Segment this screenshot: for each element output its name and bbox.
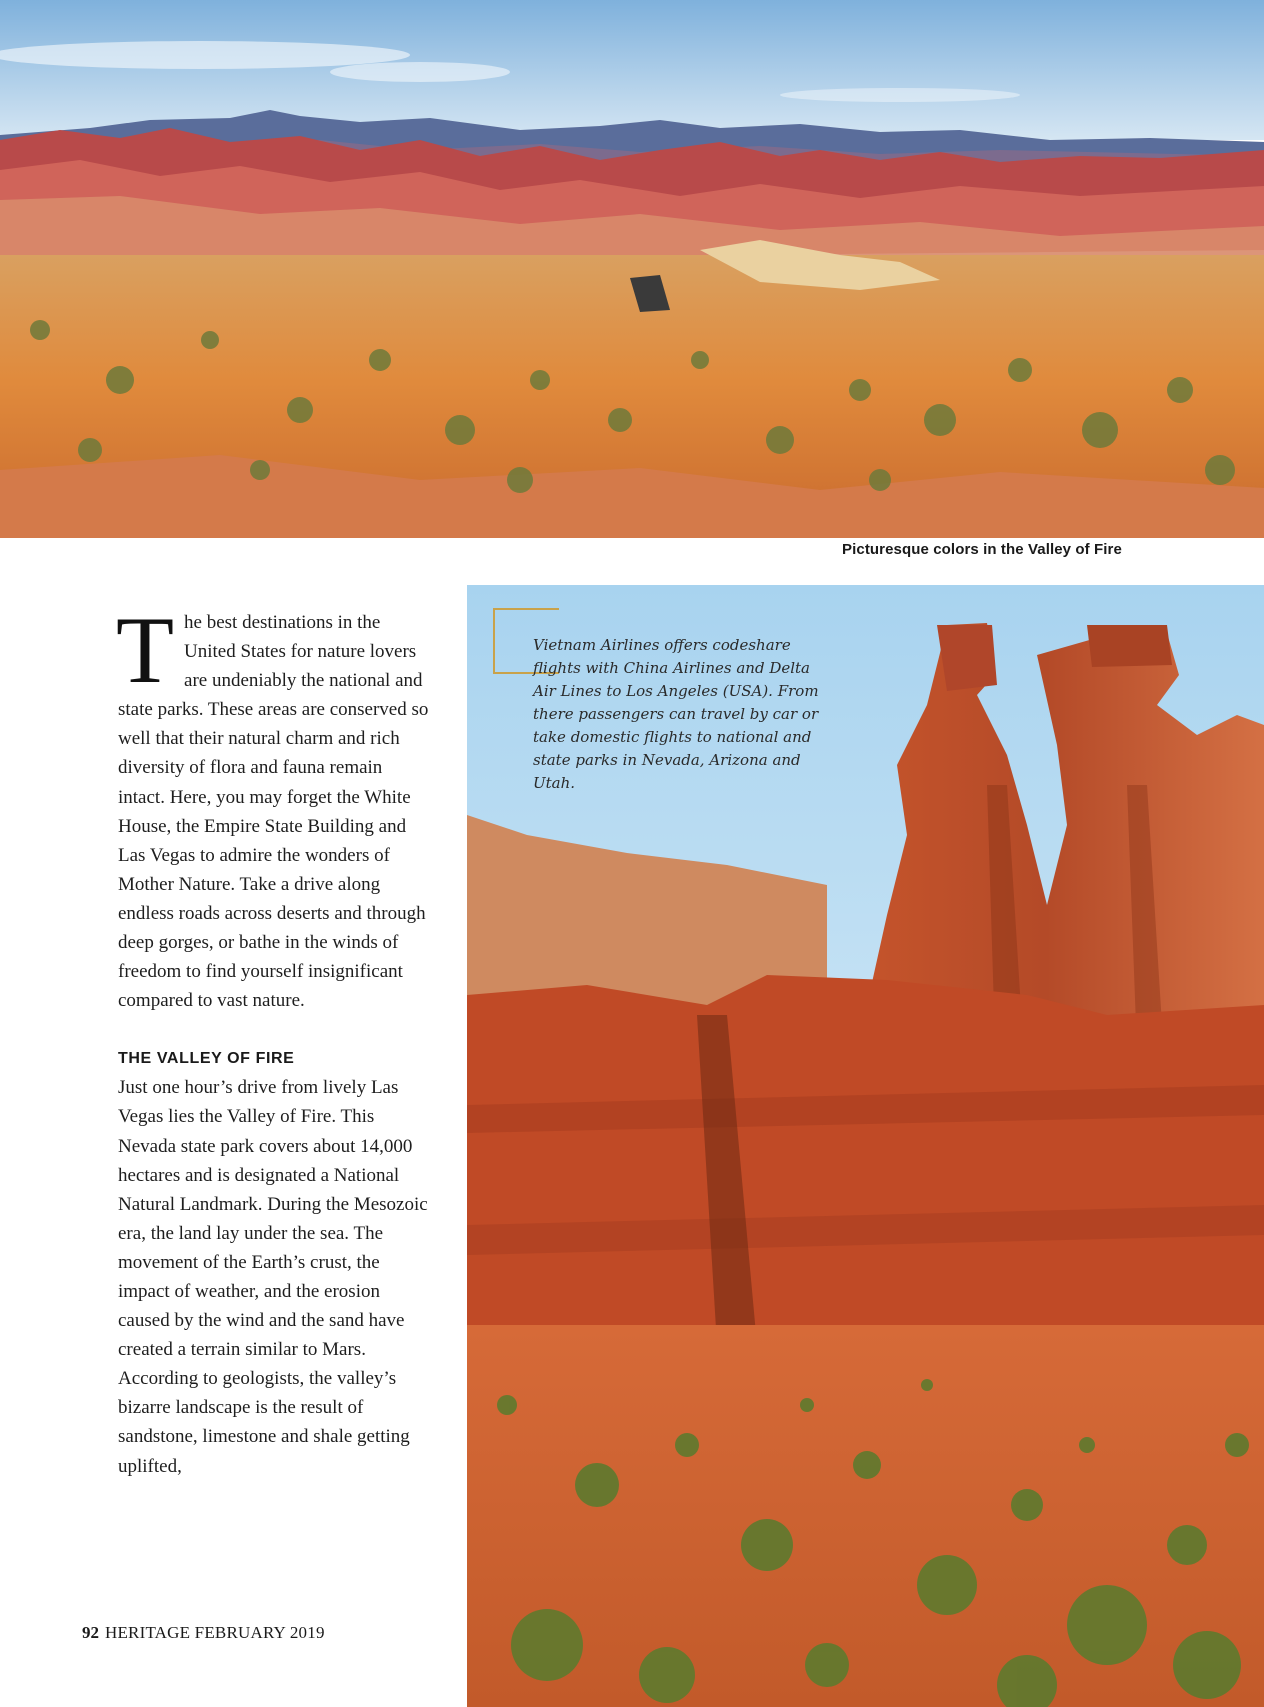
article-body bbox=[116, 597, 430, 1481]
callout-box bbox=[493, 608, 819, 795]
page-number: 92 bbox=[82, 1623, 99, 1642]
intro-paragraph bbox=[116, 597, 430, 1015]
section-paragraph: Just one hour’s drive from lively Las Vegas lies the Valley of Fire. This Nevada state park covers about 14,000 hectares and is designated a National Natural Landmark. During the Mesozoic era, the land lay under the sea. The movement of the Earth’s crust, the impact of weather, and the erosion caused by the wind and the sand have created a terrain similar to Mars. According to geologists, the valley’s bizarre landscape is the result of sandstone, limestone and shale getting uplifted, bbox=[118, 1077, 428, 1477]
hero-photo-valley-of-fire bbox=[0, 0, 1264, 538]
hero-caption: Picturesque colors in the Valley of Fire bbox=[842, 541, 1122, 558]
section-heading: THE VALLEY OF FIRE bbox=[118, 1050, 295, 1068]
drop-cap: T bbox=[116, 597, 175, 703]
magazine-issue: HERITAGE FEBRUARY 2019 bbox=[105, 1623, 325, 1642]
intro-text: he best destinations in the United States for nature lovers are undeniably the national and state parks. These areas are conserved so well that their natural charm and rich diversity of flora and fauna remain intact. Here, you may forget the White House, the Empire State Building and Las Vegas to admire the wonders of Mother Nature. Take a drive along endless roads across deserts and through deep gorges, or bathe in the winds of freedom to find yourself insignificant compared to vast nature. bbox=[118, 612, 429, 1012]
callout-text: Vietnam Airlines offers codeshare flights with China Airlines and Delta Air Lines to Los Angeles (USA). From there passengers can travel by car or take domestic flights to national and state parks in Nevada, Arizona and Utah. bbox=[533, 636, 819, 792]
page-footer bbox=[82, 1623, 325, 1643]
